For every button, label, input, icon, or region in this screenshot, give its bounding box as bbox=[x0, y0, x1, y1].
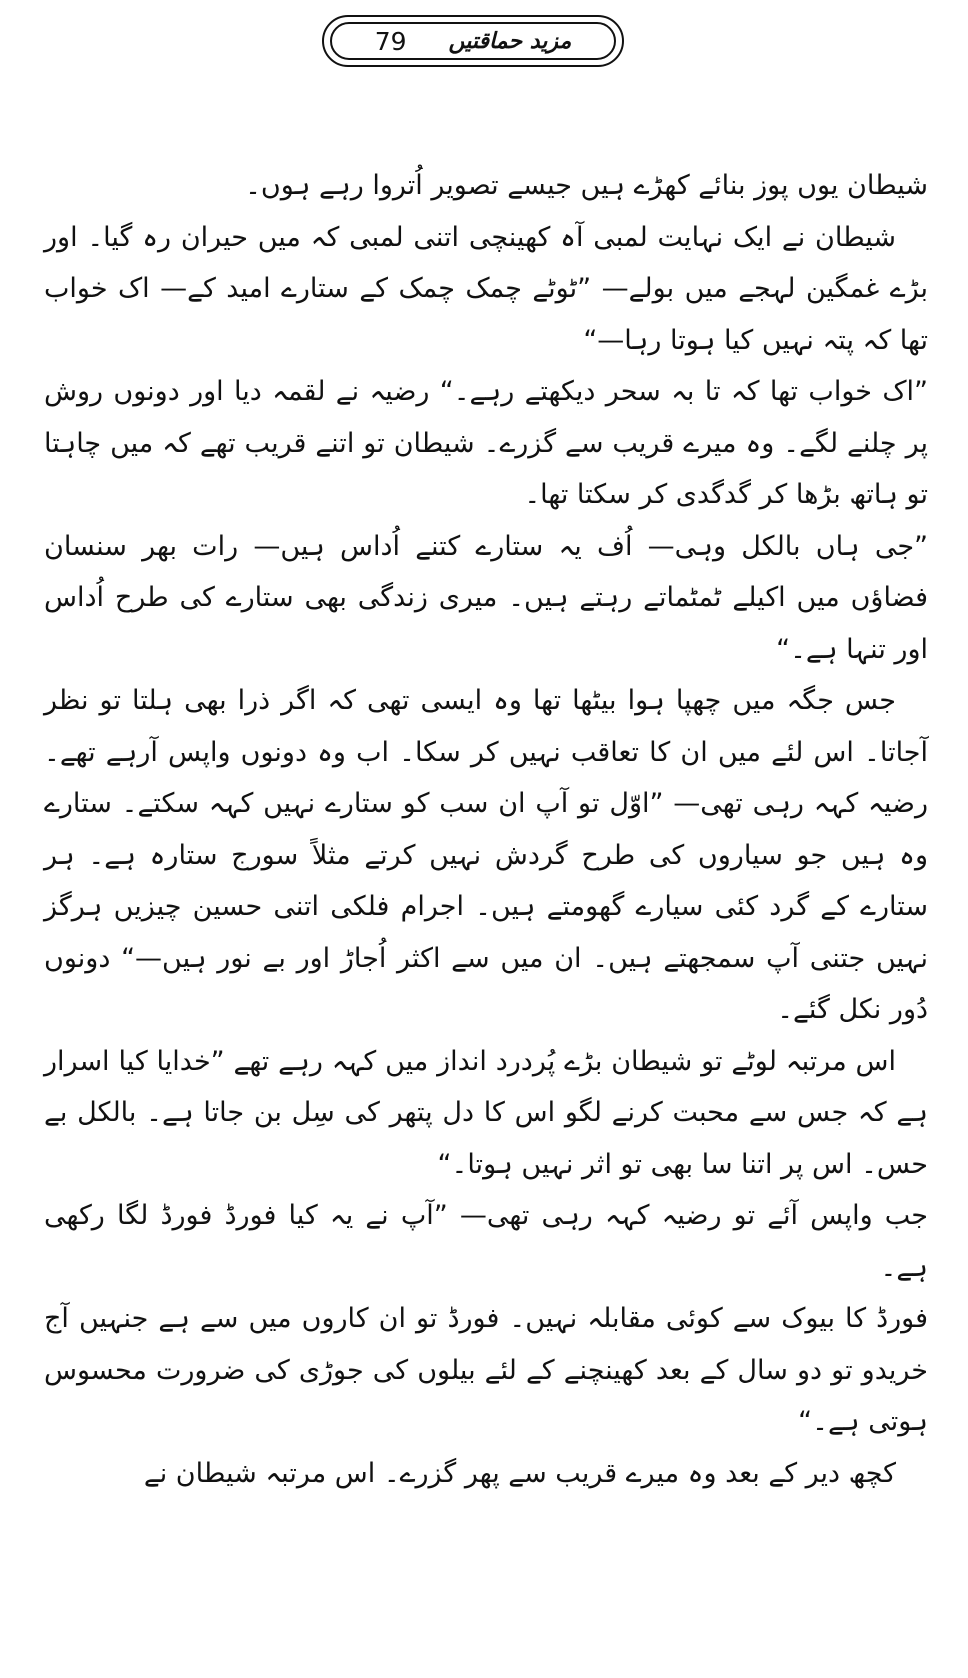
paragraph: اس مرتبہ لوٹے تو شیطان بڑے پُردرد انداز میں کہہ رہے تھے ”خدایا کیا اسرار ہے کہ جس سے محبت کرنے لگو اس کا دل پتھر کی سِل بن جاتا ہے۔ بالکل بے حس۔ اس پر اتنا سا بھی تو اثر نہیں ہوتا۔“ bbox=[44, 1045, 928, 1180]
paragraph: ”جی ہاں بالکل وہی— اُف یہ ستارے کتنے اُداس ہیں— رات بھر سنسان فضاؤں میں اکیلے ٹمٹماتے رہتے ہیں۔ میری زندگی بھی ستارے کی طرح اُداس اور تنہا ہے۔“ bbox=[44, 530, 928, 665]
paragraph: شیطان یوں پوز بنائے کھڑے ہیں جیسے تصویر اُتروا رہے ہوں۔ bbox=[245, 170, 928, 201]
paragraph: جس جگہ میں چھپا ہوا بیٹھا تھا وہ ایسی تھی کہ اگر ذرا بھی ہلتا تو نظر آجاتا۔ اس لئے میں ان کا تعاقب نہیں کر سکا۔ اب وہ دونوں واپس آرہے تھے۔ رضیہ کہہ رہی تھی— ”اوّل تو آپ ان سب کو ستارے نہیں کہہ سکتے۔ ستارے وہ ہیں جو سیاروں کی طرح گردش نہیں کرتے مثلاً سورج ستارہ ہے۔ ہر ستارے کے گرد کئی سیارے گھومتے ہیں۔ اجرام فلکی اتنی حسین چیزیں ہرگز نہیں جتنی آپ سمجھتے ہیں۔ ان میں سے اکثر اُجاڑ اور بے نور ہیں—“ دونوں دُور نکل گئے۔ bbox=[44, 685, 928, 1025]
paragraph: کچھ دیر کے بعد وہ میرے قریب سے پھر گزرے۔ اس مرتبہ شیطان نے bbox=[143, 1457, 896, 1489]
paragraph: شیطان نے ایک نہایت لمبی آہ کھینچی اتنی لمبی کہ میں حیران رہ گیا۔ اور بڑے غمگین لہجے میں بولے— ”ٹوٹے چمک چمک کے ستارے امید کے— اک خواب تھا کہ پتہ نہیں کیا ہوتا رہا—“ bbox=[44, 221, 928, 356]
paragraph: فورڈ کا بیوک سے کوئی مقابلہ نہیں۔ فورڈ تو ان کاروں میں سے ہے جنہیں آج خریدو تو دو سال کے بعد کھینچنے کے لئے بیلوں کی جوڑی کی ضرورت محسوس ہوتی ہے۔“ bbox=[44, 1303, 928, 1437]
page-header-frame bbox=[322, 15, 624, 67]
paragraph: جب واپس آئے تو رضیہ کہہ رہی تھی— ”آپ نے یہ کیا فورڈ فورڈ لگا رکھی ہے۔ bbox=[44, 1200, 928, 1283]
page-header bbox=[330, 22, 616, 60]
book-title: مزید حماقتیں bbox=[448, 28, 572, 54]
page-body bbox=[44, 160, 928, 1499]
paragraph: ”اک خواب تھا کہ تا بہ سحر دیکھتے رہے۔“ رضیہ نے لقمہ دیا اور دونوں روش پر چلنے لگے۔ وہ میرے قریب سے گزرے۔ شیطان تو اتنے قریب تھے کہ میں چاہتا تو ہاتھ بڑھا کر گدگدی کر سکتا تھا۔ bbox=[44, 376, 928, 510]
page-number: 79 bbox=[374, 26, 407, 56]
